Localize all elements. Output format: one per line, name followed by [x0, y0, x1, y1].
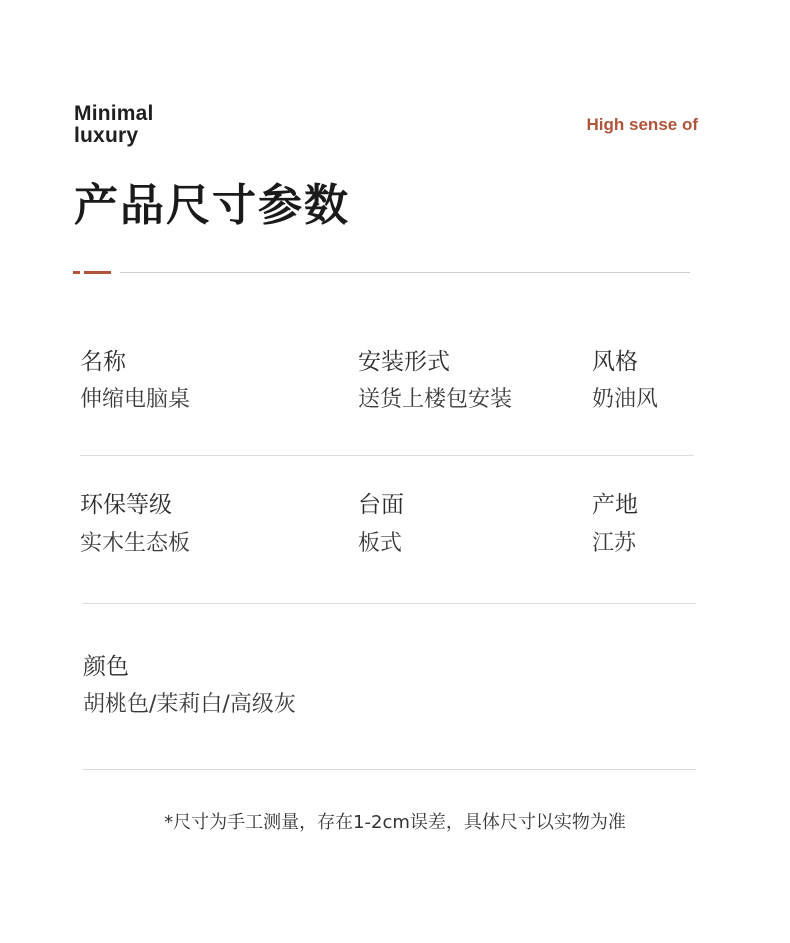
brand-line-1: Minimal — [74, 102, 154, 125]
spec-label-style: 风格 — [592, 349, 638, 375]
spec-value-installation: 送货上楼包安装 — [358, 387, 513, 412]
row-separator — [82, 603, 696, 604]
row-separator — [82, 769, 696, 770]
spec-value-origin: 江苏 — [592, 531, 637, 556]
spec-label-color: 颜色 — [83, 654, 129, 680]
spec-label-installation: 安装形式 — [358, 349, 450, 375]
spec-label-origin: 产地 — [592, 492, 638, 518]
tagline: High sense of — [586, 115, 698, 134]
title-divider-accent-dot — [73, 271, 80, 274]
brand-logo — [74, 103, 154, 147]
spec-value-color: 胡桃色/茉莉白/高级灰 — [83, 692, 296, 717]
spec-value-name: 伸缩电脑桌 — [80, 387, 191, 412]
spec-value-tabletop: 板式 — [358, 531, 403, 556]
title-divider-accent-dash — [84, 271, 111, 274]
spec-label-eco-grade: 环保等级 — [80, 492, 172, 518]
page-title: 产品尺寸参数 — [74, 180, 350, 231]
title-divider-line — [120, 272, 690, 273]
spec-value-eco-grade: 实木生态板 — [80, 531, 191, 556]
brand-line-2: luxury — [74, 124, 139, 147]
spec-label-name: 名称 — [80, 349, 126, 375]
measurement-footnote: *尺寸为手工测量，存在1-2cm误差，具体尺寸以实物为准 — [164, 812, 626, 833]
spec-value-style: 奶油风 — [592, 387, 659, 412]
spec-label-tabletop: 台面 — [358, 492, 404, 518]
row-separator — [80, 455, 694, 456]
